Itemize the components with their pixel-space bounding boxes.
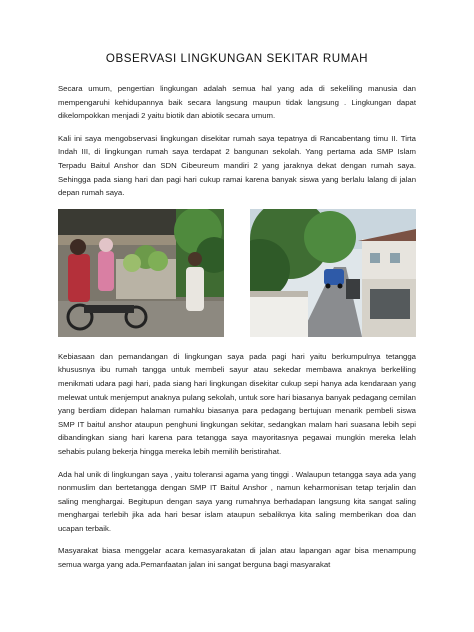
paragraph-community-events: Masyarakat biasa menggelar acara kemasyarakatan di jalan atau lapangan agar bisa menampung semua warga yang ada.Pemanfaatan jalan ini sangat berguna bagi masyarakat xyxy=(58,546,416,570)
paragraph-location: Kali ini saya mengobservasi lingkungan disekitar rumah saya tepatnya di Rancabentang timu II. Tirta Indah III, di lingkungan rumah saya terdapat 2 bangunan sekolah. Yang pertama ada SMP Islam Terpadu Baitul Anshor dan SDN Cibeureum mandiri 2 yang jaraknya dekat dengan rumah saya. Sehingga pada siang hari dan pagi hari cukup ramai karena banyak siswa yang berlalu lalang di jalan depan rumah saya. xyxy=(58,133,416,198)
paragraph-daily-routine: Kebiasaan dan pemandangan di lingkungan saya pada pagi hari yaitu berkumpulnya tetangga khususnya ibu rumah tangga untuk membeli sayur atau sekedar membawa anaknya berkeliling menikmati udara pagi hari, pada siang hari lingkungan disekitar cukup sepi hanya ada kendaraan yang melewat untuk menjemput anaknya pulang sekolah, untuk sore hari biasanya banyak pedagang cemilan yang berdiam didepan halaman rumahku biasanya para pedagang bertujuan menarik pembeli siswa SMP IT baitul anshor ataupun penghuni lingkungan sekitar, sedangkan malam hari suasana lebih sepi dibandingkan siang hari karena para tetangga saya mayoritasnya pegawai mungkin mereka lelah sehabis pulang bekerja hingga mereka lebih memilih beristirahat. xyxy=(58,351,416,456)
page-title: OBSERVASI LINGKUNGAN SEKITAR RUMAH xyxy=(105,52,369,65)
photo-vegetable-vendor xyxy=(58,209,224,337)
paragraph-tolerance: Ada hal unik di lingkungan saya , yaitu toleransi agama yang tinggi . Walaupun tetangga saya ada yang nonmuslim dan bertetangga dengan SMP IT Baitul Anshor , namun keharmonisan tetap terjalin dan saling menghargai. Begitupun dengan saya yang rumahnya berhadapan langsung kita sangat saling menghargai terlebih jika ada hari besar islam ataupun sebaliknya kita saling memberikan doa dan ucapan terbaik. xyxy=(58,469,416,533)
paragraph-intro: Secara umum, pengertian lingkungan adalah semua hal yang ada di sekeliling manusia dan mempengaruhi kehidupannya baik secara langsung maupun tidak langsung . Lingkungan dapat dikelompokkan menjadi 2 yaitu biotik dan abiotik secara umum. xyxy=(58,84,416,121)
photo-street-view xyxy=(250,209,416,337)
photo-row xyxy=(58,209,416,337)
